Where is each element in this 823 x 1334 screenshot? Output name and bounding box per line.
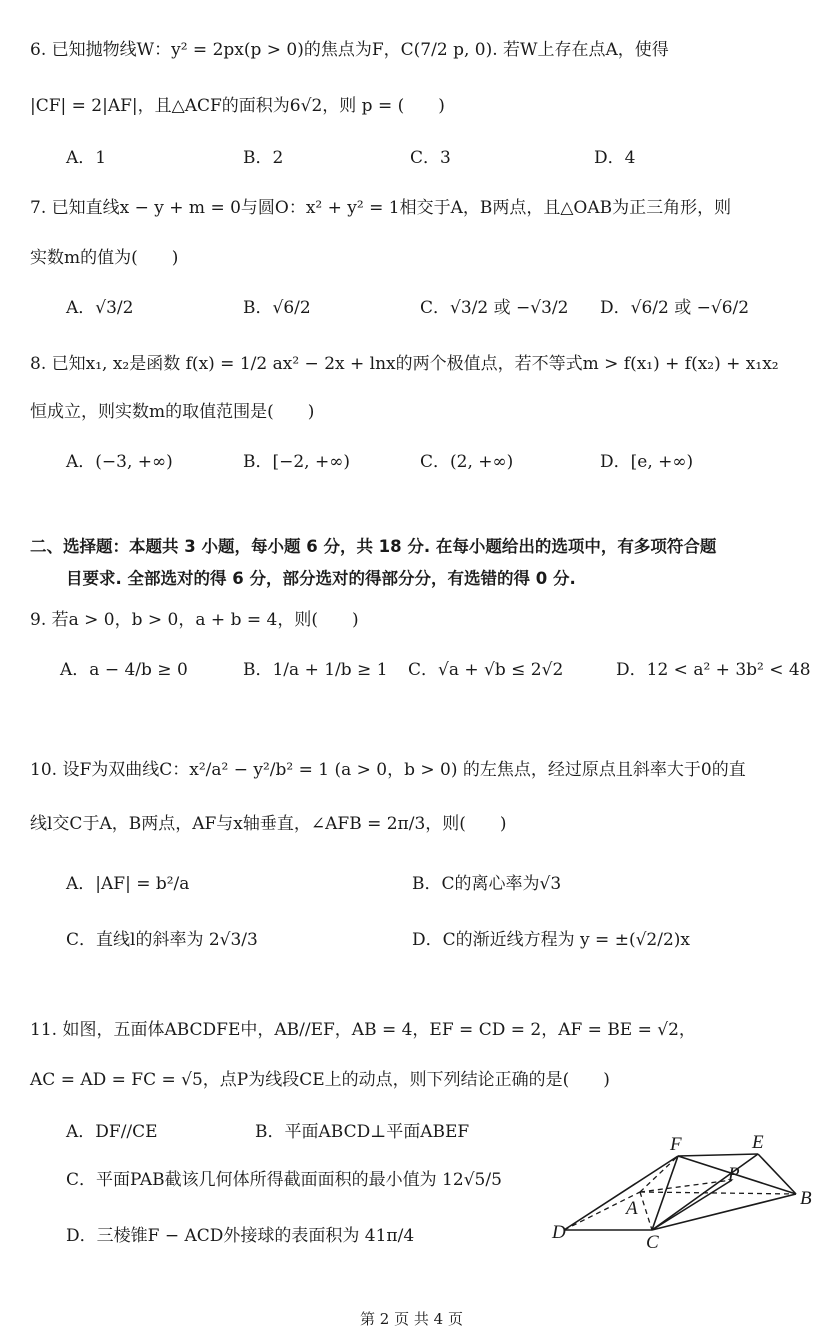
label-d: D: [552, 1222, 566, 1243]
label-e: E: [752, 1132, 764, 1153]
edge-fe: [678, 1154, 758, 1156]
q8-option-b: B．[−2, +∞): [243, 452, 351, 472]
edge-fc: [652, 1156, 678, 1230]
section2-heading-line2: 目要求. 全部选对的得 6 分，部分选对的得部分分，有选错的得 0 分.: [66, 569, 576, 588]
q6-option-d: D．4: [594, 148, 636, 168]
q10-line1: 10. 设F为双曲线C：x²/a² − y²/b² = 1 (a > 0，b > 0) 的左焦点，经过原点且斜率大于0的直: [30, 760, 746, 780]
q7-option-c: C．√3/2 或 −√3/2: [420, 298, 569, 318]
q10-option-d: D．C的渐近线方程为 y = ±(√2/2)x: [412, 930, 690, 950]
q10-option-a: A．|AF| = b²/a: [66, 874, 190, 894]
pentahedron-figure: [540, 1126, 823, 1250]
q11-option-c: C．平面PAB截该几何体所得截面面积的最小值为 12√5/5: [66, 1170, 502, 1190]
q10-option-b: B．C的离心率为√3: [412, 874, 562, 894]
q9-option-c: C．√a + √b ≤ 2√2: [408, 660, 564, 680]
page-footer: 第 2 页 共 4 页: [360, 1310, 463, 1328]
label-b: B: [800, 1188, 812, 1209]
q8-line1: 8. 已知x₁, x₂是函数 f(x) = 1/2 ax² − 2x + lnx的两个极值点，若不等式m > f(x₁) + f(x₂) + x₁x₂: [30, 354, 779, 374]
q9-option-a: A．a − 4/b ≥ 0: [60, 660, 188, 680]
q11-option-d: D．三棱锥F − ACD外接球的表面积为 41π/4: [66, 1226, 415, 1246]
label-c: C: [646, 1232, 659, 1250]
q8-option-a: A．(−3, +∞): [66, 452, 173, 472]
q9-option-b: B．1/a + 1/b ≥ 1: [243, 660, 388, 680]
q11-line1: 11. 如图，五面体ABCDFE中，AB//EF，AB = 4，EF = CD = 2，AF = BE = √2，: [30, 1020, 696, 1040]
section2-heading-line1: 二、选择题：本题共 3 小题，每小题 6 分，共 18 分. 在每小题给出的选项中，有多项符合题: [30, 537, 717, 556]
segment-cp: [652, 1180, 732, 1230]
q6-line1: 6. 已知抛物线W：y² = 2px(p > 0)的焦点为F，C(7/2 p, 0). 若W上存在点A，使得: [30, 40, 669, 60]
q11-option-b: B．平面ABCD⊥平面ABEF: [255, 1122, 470, 1142]
q6-line2: |CF| = 2|AF|，且△ACF的面积为6√2，则 p = ( ): [30, 96, 445, 116]
q10-option-c: C．直线l的斜率为 2√3/3: [66, 930, 258, 950]
q7-line2: 实数m的值为( ): [30, 248, 179, 268]
q11-option-a: A．DF//CE: [66, 1122, 158, 1142]
label-a: A: [626, 1198, 638, 1219]
q8-option-c: C．(2, +∞): [420, 452, 514, 472]
label-p: P: [728, 1164, 740, 1185]
q9-line1: 9. 若a > 0，b > 0，a + b = 4，则( ): [30, 610, 359, 630]
q8-line2: 恒成立，则实数m的取值范围是( ): [30, 402, 315, 422]
q6-option-c: C．3: [410, 148, 451, 168]
q7-option-d: D．√6/2 或 −√6/2: [600, 298, 750, 318]
q9-option-d: D．12 < a² + 3b² < 48: [616, 660, 811, 680]
q11-line2: AC = AD = FC = √5，点P为线段CE上的动点，则下列结论正确的是( ): [30, 1070, 610, 1090]
q7-option-a: A．√3/2: [66, 298, 134, 318]
q10-line2: 线l交C于A，B两点，AF与x轴垂直，∠AFB = 2π/3，则( ): [30, 814, 507, 834]
edge-df: [564, 1156, 678, 1230]
q7-option-b: B．√6/2: [243, 298, 311, 318]
q8-option-d: D．[e, +∞): [600, 452, 694, 472]
q7-line1: 7. 已知直线x − y + m = 0与圆O：x² + y² = 1相交于A，B两点，且△OAB为正三角形，则: [30, 198, 732, 218]
edge-ac-hidden: [640, 1192, 652, 1230]
edge-cb: [652, 1194, 796, 1230]
label-f: F: [670, 1134, 682, 1155]
q6-option-b: B．2: [243, 148, 284, 168]
q6-option-a: A．1: [66, 148, 107, 168]
edge-ab-hidden: [640, 1192, 796, 1194]
